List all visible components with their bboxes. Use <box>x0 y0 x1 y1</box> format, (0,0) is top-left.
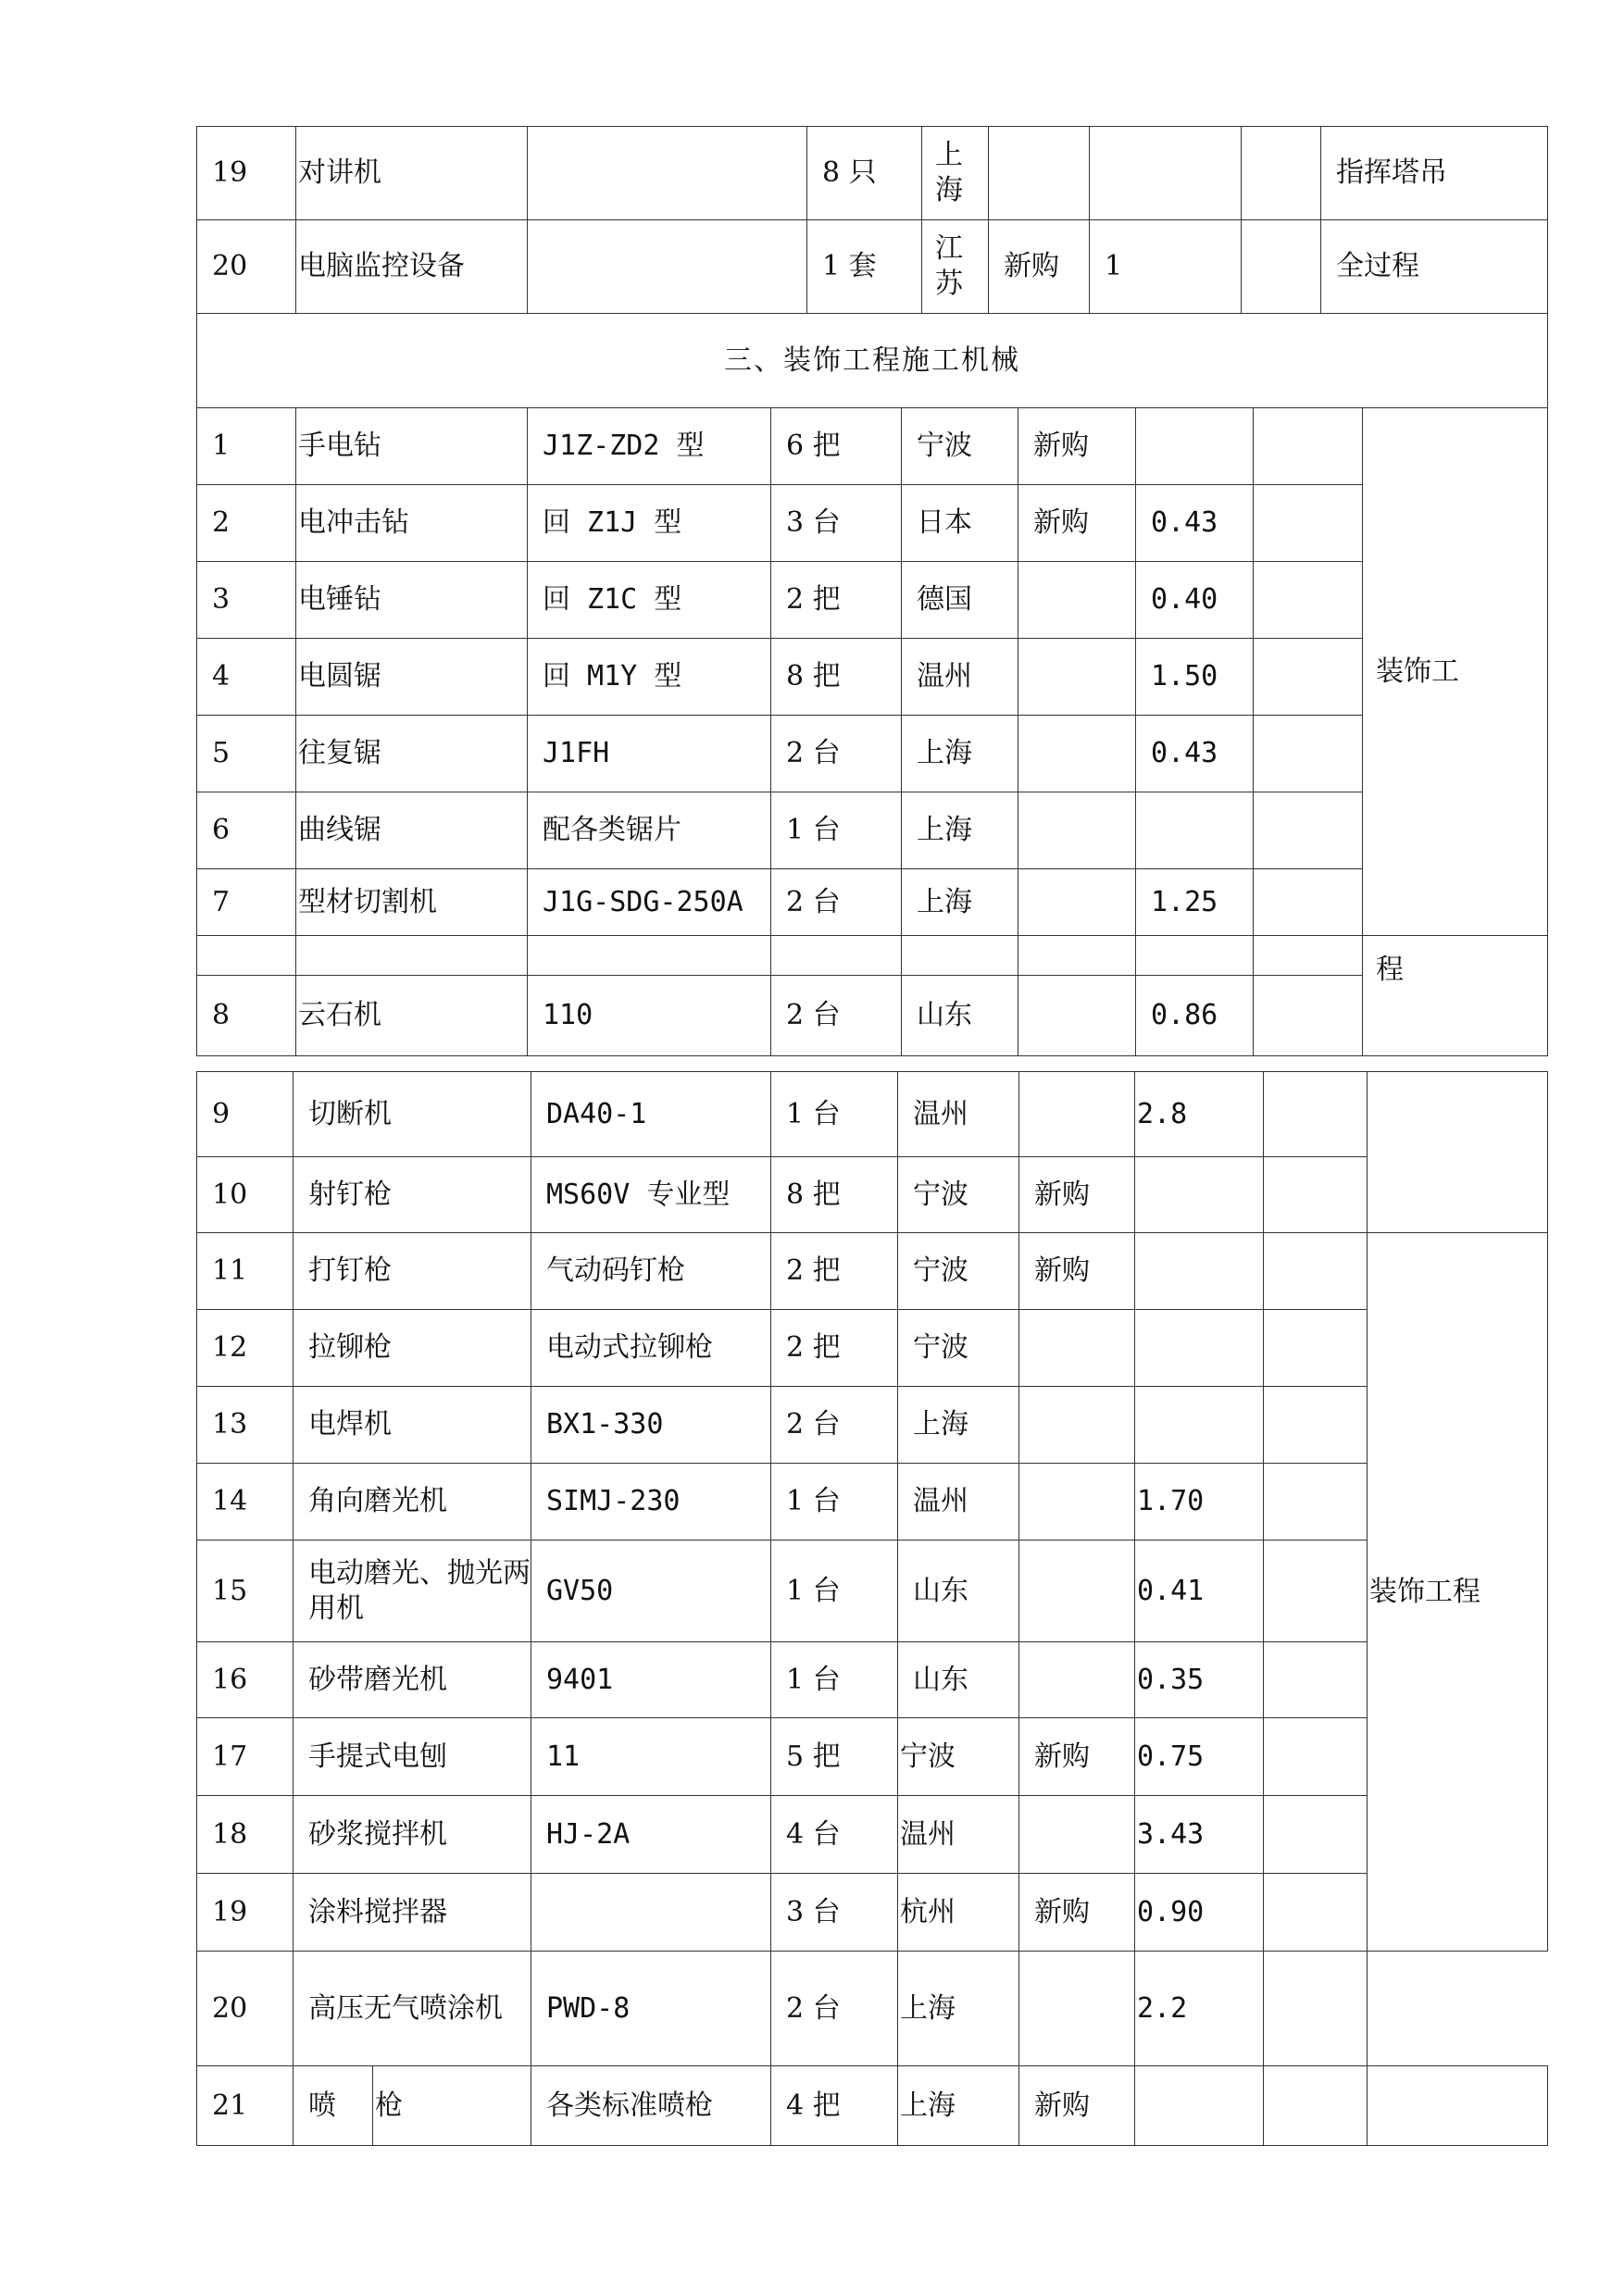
equipment-power: 0.43 <box>1136 716 1254 792</box>
usage-cell-top: 装饰工 <box>1363 408 1548 936</box>
equipment-status: 新购 <box>1019 1157 1135 1233</box>
equipment-model: 9401 <box>531 1642 771 1718</box>
equipment-status <box>1019 1464 1135 1540</box>
equipment-origin: 德国 <box>902 562 1018 639</box>
equipment-status <box>1018 869 1136 936</box>
usage-cell-bottom: 程 <box>1363 936 1548 1056</box>
equipment-extra <box>1254 869 1363 936</box>
equipment-status: 新购 <box>1018 485 1136 562</box>
equipment-name: 拉铆枪 <box>294 1310 531 1387</box>
equipment-extra <box>1264 1233 1368 1310</box>
equipment-model: 各类标准喷枪 <box>531 2066 771 2146</box>
row-number: 19 <box>197 1874 294 1952</box>
equipment-power <box>1090 127 1242 220</box>
origin-line-1: 江 <box>935 232 963 265</box>
equipment-status <box>1019 1642 1135 1718</box>
equipment-quantity: 1 套 <box>807 220 922 314</box>
equipment-origin: 上海 <box>902 716 1018 792</box>
section-title: 三、装饰工程施工机械 <box>197 314 1548 408</box>
equipment-extra <box>1264 1310 1368 1387</box>
equipment-extra <box>1254 936 1363 976</box>
equipment-status: 新购 <box>1019 1874 1135 1952</box>
equipment-quantity: 5 把 <box>771 1718 898 1796</box>
equipment-quantity <box>771 936 902 976</box>
equipment-name: 砂浆搅拌机 <box>294 1796 531 1874</box>
equipment-extra <box>1264 1072 1368 1157</box>
equipment-status: 新购 <box>1019 2066 1135 2146</box>
equipment-origin: 宁波 <box>898 1157 1019 1233</box>
row-number: 21 <box>197 2066 294 2146</box>
equipment-quantity: 4 台 <box>771 1796 898 1874</box>
equipment-quantity: 4 把 <box>771 2066 898 2146</box>
equipment-power: 0.43 <box>1136 485 1254 562</box>
table-row <box>197 485 1548 562</box>
equipment-quantity: 1 台 <box>771 792 902 869</box>
equipment-model: J1Z-ZD2 型 <box>528 408 771 485</box>
equipment-name: 电动磨光、抛光两用机 <box>294 1540 531 1642</box>
equipment-status <box>1019 1387 1135 1464</box>
equipment-power: 0.75 <box>1135 1718 1264 1796</box>
equipment-power: 0.90 <box>1135 1874 1264 1952</box>
row-number <box>197 936 296 976</box>
row-number: 13 <box>197 1387 294 1464</box>
origin-line-2: 苏 <box>935 268 963 300</box>
equipment-model: J1FH <box>528 716 771 792</box>
equipment-quantity: 2 台 <box>771 1952 898 2066</box>
row-number: 12 <box>197 1310 294 1387</box>
table-row <box>197 127 1548 220</box>
equipment-name: 电圆锯 <box>296 639 528 716</box>
equipment-name: 型材切割机 <box>296 869 528 936</box>
table-row <box>197 1540 1548 1642</box>
table-row <box>197 220 1548 314</box>
equipment-power: 0.41 <box>1135 1540 1264 1642</box>
equipment-name: 涂料搅拌器 <box>294 1874 531 1952</box>
equipment-power: 1 <box>1090 220 1242 314</box>
equipment-status <box>1018 936 1136 976</box>
equipment-extra <box>1264 2066 1368 2146</box>
equipment-status: 新购 <box>1019 1233 1135 1310</box>
equipment-usage: 全过程 <box>1321 220 1548 314</box>
usage-cell: 装饰工程 <box>1368 1233 1548 1952</box>
table-row <box>197 639 1548 716</box>
equipment-name: 手提式电刨 <box>294 1718 531 1796</box>
equipment-origin: 上海 <box>902 869 1018 936</box>
equipment-name: 对讲机 <box>296 127 528 220</box>
equipment-model <box>528 220 807 314</box>
equipment-power <box>1135 1233 1264 1310</box>
row-number: 4 <box>197 639 296 716</box>
equipment-power: 2.8 <box>1135 1072 1264 1157</box>
equipment-quantity: 3 台 <box>771 485 902 562</box>
equipment-extra <box>1254 792 1363 869</box>
equipment-power: 0.40 <box>1136 562 1254 639</box>
equipment-quantity: 2 台 <box>771 716 902 792</box>
equipment-origin: 山东 <box>898 1540 1019 1642</box>
equipment-extra <box>1264 1464 1368 1540</box>
equipment-name: 角向磨光机 <box>294 1464 531 1540</box>
equipment-name: 高压无气喷涂机 <box>294 1952 531 2066</box>
table-row <box>197 1464 1548 1540</box>
equipment-name <box>296 936 528 976</box>
equipment-power: 2.2 <box>1135 1952 1264 2066</box>
equipment-name: 电锤钻 <box>296 562 528 639</box>
equipment-extra <box>1254 408 1363 485</box>
equipment-model: BX1-330 <box>531 1387 771 1464</box>
equipment-status <box>1019 1952 1135 2066</box>
equipment-model: 回 Z1J 型 <box>528 485 771 562</box>
equipment-origin: 日本 <box>902 485 1018 562</box>
equipment-quantity: 1 台 <box>771 1464 898 1540</box>
section-title-row <box>197 314 1548 408</box>
equipment-model: DA40-1 <box>531 1072 771 1157</box>
equipment-status <box>1018 976 1136 1056</box>
origin-line-2: 海 <box>935 174 963 206</box>
equipment-origin: 上海 <box>898 2066 1019 2146</box>
equipment-extra <box>1264 1796 1368 1874</box>
row-number: 10 <box>197 1157 294 1233</box>
equipment-origin: 山东 <box>902 976 1018 1056</box>
row-number: 5 <box>197 716 296 792</box>
table-row <box>197 1796 1548 1874</box>
equipment-power: 1.25 <box>1136 869 1254 936</box>
row-number: 17 <box>197 1718 294 1796</box>
equipment-power <box>1135 2066 1264 2146</box>
equipment-quantity: 8 把 <box>771 1157 898 1233</box>
equipment-quantity: 2 把 <box>771 562 902 639</box>
equipment-extra <box>1264 1540 1368 1642</box>
equipment-model <box>531 1874 771 1952</box>
equipment-name: 电焊机 <box>294 1387 531 1464</box>
equipment-name: 曲线锯 <box>296 792 528 869</box>
equipment-quantity: 2 把 <box>771 1310 898 1387</box>
equipment-extra <box>1254 976 1363 1056</box>
equipment-name: 电冲击钻 <box>296 485 528 562</box>
equipment-origin: 温州 <box>898 1796 1019 1874</box>
equipment-model: GV50 <box>531 1540 771 1642</box>
equipment-name-part-2: 枪 <box>373 2066 531 2146</box>
table-row <box>197 869 1548 936</box>
equipment-power: 0.35 <box>1135 1642 1264 1718</box>
equipment-model: 回 M1Y 型 <box>528 639 771 716</box>
equipment-extra <box>1254 716 1363 792</box>
equipment-origin: 宁波 <box>898 1233 1019 1310</box>
equipment-power: 1.50 <box>1136 639 1254 716</box>
equipment-quantity: 2 台 <box>771 869 902 936</box>
decoration-machinery-table-1 <box>196 407 1548 1056</box>
equipment-quantity: 2 台 <box>771 1387 898 1464</box>
table-row <box>197 976 1548 1056</box>
equipment-power: 1.70 <box>1135 1464 1264 1540</box>
table-row <box>197 1310 1548 1387</box>
equipment-power <box>1136 408 1254 485</box>
equipment-quantity: 1 台 <box>771 1072 898 1157</box>
equipment-status <box>1019 1310 1135 1387</box>
equipment-status: 新购 <box>1018 408 1136 485</box>
table-row <box>197 1387 1548 1464</box>
equipment-quantity: 2 把 <box>771 1233 898 1310</box>
table-row <box>197 1233 1548 1310</box>
equipment-power <box>1136 936 1254 976</box>
equipment-extra <box>1264 1642 1368 1718</box>
equipment-origin <box>922 127 989 220</box>
row-number: 14 <box>197 1464 294 1540</box>
equipment-model: PWD-8 <box>531 1952 771 2066</box>
equipment-power <box>1135 1310 1264 1387</box>
equipment-quantity: 3 台 <box>771 1874 898 1952</box>
equipment-extra <box>1242 220 1321 314</box>
origin-line-1: 上 <box>935 139 963 171</box>
equipment-quantity: 1 台 <box>771 1642 898 1718</box>
table-row <box>197 1072 1548 1157</box>
equipment-extra <box>1264 1718 1368 1796</box>
equipment-model: J1G-SDG-250A <box>528 869 771 936</box>
table-row <box>197 408 1548 485</box>
equipment-origin <box>902 936 1018 976</box>
equipment-status: 新购 <box>989 220 1090 314</box>
equipment-name: 云石机 <box>296 976 528 1056</box>
equipment-usage: 指挥塔吊 <box>1321 127 1548 220</box>
equipment-name: 电脑监控设备 <box>296 220 528 314</box>
equipment-quantity: 1 台 <box>771 1540 898 1642</box>
equipment-extra <box>1254 485 1363 562</box>
equipment-status <box>1018 792 1136 869</box>
equipment-name: 手电钻 <box>296 408 528 485</box>
equipment-model: 11 <box>531 1718 771 1796</box>
equipment-status <box>989 127 1090 220</box>
table-row <box>197 1157 1548 1233</box>
table-row <box>197 1718 1548 1796</box>
equipment-origin: 上海 <box>898 1952 1019 2066</box>
row-number: 1 <box>197 408 296 485</box>
row-number: 20 <box>197 1952 294 2066</box>
equipment-extra <box>1264 1874 1368 1952</box>
equipment-model: 110 <box>528 976 771 1056</box>
row-number: 6 <box>197 792 296 869</box>
equipment-model: 气动码钉枪 <box>531 1233 771 1310</box>
row-number: 8 <box>197 976 296 1056</box>
equipment-extra <box>1264 1157 1368 1233</box>
equipment-name: 切断机 <box>294 1072 531 1157</box>
table-row <box>197 936 1548 976</box>
equipment-origin: 山东 <box>898 1642 1019 1718</box>
equipment-quantity: 2 台 <box>771 976 902 1056</box>
equipment-status <box>1019 1796 1135 1874</box>
equipment-model: 电动式拉铆枪 <box>531 1310 771 1387</box>
equipment-origin: 宁波 <box>898 1718 1019 1796</box>
equipment-origin: 宁波 <box>902 408 1018 485</box>
row-number: 15 <box>197 1540 294 1642</box>
row-number: 20 <box>197 220 296 314</box>
equipment-quantity: 6 把 <box>771 408 902 485</box>
equipment-name: 砂带磨光机 <box>294 1642 531 1718</box>
equipment-status <box>1018 716 1136 792</box>
equipment-origin: 温州 <box>902 639 1018 716</box>
table-row <box>197 562 1548 639</box>
table-row <box>197 2066 1548 2146</box>
equipment-model: SIMJ-230 <box>531 1464 771 1540</box>
equipment-power <box>1135 1157 1264 1233</box>
equipment-quantity: 8 把 <box>771 639 902 716</box>
equipment-status <box>1018 639 1136 716</box>
table-row <box>197 1874 1548 1952</box>
table-row <box>197 792 1548 869</box>
equipment-origin: 温州 <box>898 1072 1019 1157</box>
row-number: 18 <box>197 1796 294 1874</box>
equipment-power: 3.43 <box>1135 1796 1264 1874</box>
equipment-status <box>1018 562 1136 639</box>
row-number: 11 <box>197 1233 294 1310</box>
equipment-model <box>528 127 807 220</box>
equipment-extra <box>1254 639 1363 716</box>
equipment-model: HJ-2A <box>531 1796 771 1874</box>
equipment-origin: 宁波 <box>898 1310 1019 1387</box>
row-number: 7 <box>197 869 296 936</box>
equipment-extra <box>1242 127 1321 220</box>
equipment-status <box>1019 1540 1135 1642</box>
equipment-model: 回 Z1C 型 <box>528 562 771 639</box>
equipment-name-part-1: 喷 <box>294 2066 373 2146</box>
equipment-origin: 上海 <box>902 792 1018 869</box>
row-number: 19 <box>197 127 296 220</box>
equipment-power: 0.86 <box>1136 976 1254 1056</box>
equipment-quantity: 8 只 <box>807 127 922 220</box>
equipment-name: 打钉枪 <box>294 1233 531 1310</box>
equipment-model: MS60V 专业型 <box>531 1157 771 1233</box>
equipment-name: 往复锯 <box>296 716 528 792</box>
decoration-machinery-table-2 <box>196 1071 1548 2146</box>
top-equipment-table <box>196 126 1548 408</box>
equipment-model <box>528 936 771 976</box>
equipment-power <box>1136 792 1254 869</box>
row-number: 3 <box>197 562 296 639</box>
equipment-status <box>1019 1072 1135 1157</box>
usage-cell-blank <box>1368 2066 1548 2146</box>
row-number: 2 <box>197 485 296 562</box>
equipment-extra <box>1264 1387 1368 1464</box>
equipment-origin: 温州 <box>898 1464 1019 1540</box>
equipment-name: 射钉枪 <box>294 1157 531 1233</box>
table-row <box>197 1952 1548 2066</box>
equipment-origin: 上海 <box>898 1387 1019 1464</box>
equipment-extra <box>1264 1952 1368 2066</box>
usage-cell-blank <box>1368 1072 1548 1233</box>
row-number: 9 <box>197 1072 294 1157</box>
table-row <box>197 1642 1548 1718</box>
equipment-power <box>1135 1387 1264 1464</box>
equipment-origin: 杭州 <box>898 1874 1019 1952</box>
row-number: 16 <box>197 1642 294 1718</box>
equipment-origin <box>922 220 989 314</box>
equipment-model: 配各类锯片 <box>528 792 771 869</box>
equipment-extra <box>1254 562 1363 639</box>
equipment-status: 新购 <box>1019 1718 1135 1796</box>
table-row <box>197 716 1548 792</box>
